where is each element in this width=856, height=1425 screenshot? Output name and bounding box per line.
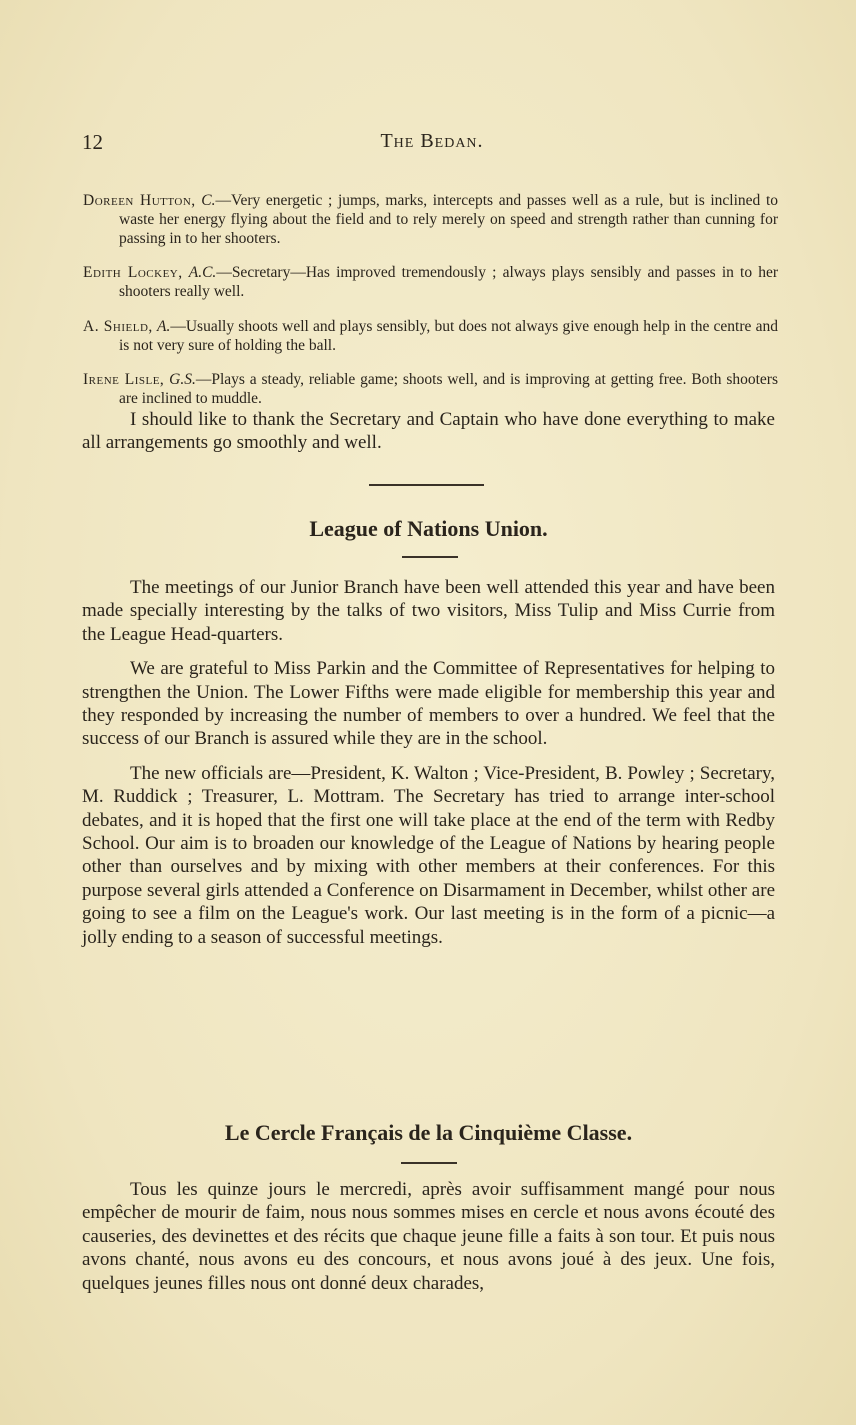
player-position: A. [157,317,171,335]
player-report: —Secretary—Has improved tremendously ; always plays sensibly and passes in to her shooters really well. [119,264,778,300]
section-divider [369,484,484,486]
cercle-paragraph: Tous les quinze jours le mercredi, après avoir suffisamment mangé pour nous empêcher de mourir de faim, nous nous sommes mises en cercle et nous avons écouté des causeries, des devinettes et des récits que chaque jeune fille a faits à son tour. Et puis nous avons chanté, nous avons eu des concours, et nous avons joué à des jeux. Une fois, quelques jeunes filles nous ont donné deux charades, [82,1179,775,1294]
cercle-heading: Le Cercle Français de la Cinquième Classe. [224,1120,633,1145]
team-entry [83,370,778,408]
player-report: —Very energetic ; jumps, marks, intercepts and passes well as a rule, but is inclined to waste her energy flying about the field and to rely merely on speed and strength rather than cunning for passing in to her shooters. [119,191,778,247]
heading-underline [402,556,458,558]
team-entry [83,191,778,248]
team-entry [83,317,778,355]
team-entry [83,263,778,301]
player-report: —Plays a steady, reliable game; shoots well, and is improving at getting free. Both shooters are inclined to muddle. [119,371,778,407]
thanks-paragraph: I should like to thank the Secretary and Captain who have done everything to make all arrangements go smoothly and well. [82,409,775,454]
player-position: C. [201,191,216,209]
league-paragraph: The new officials are—President, K. Walton ; Vice-President, B. Powley ; Secretary, M. Ruddick ; Treasurer, L. Mottram. The Secretary has tried to arrange inter-school debates, and it is hoped that the first one will take place at the end of the term with Redby School. Our aim is to broaden our knowledge of the League of Nations by hearing people other than ourselves and by mixing with other members at their conferences. For this purpose several girls attended a Conference on Disarmament in December, whilst other are going to see a film on the League's work. Our last meeting is in the form of a picnic—a jolly ending to a season of successful meetings. [82,762,775,948]
player-position: G.S. [169,371,196,388]
page-number: 12 [82,130,103,154]
page-header [82,130,782,160]
cercle-section [82,1178,775,1295]
player-name: Irene Lisle, [83,371,165,388]
player-name: A. Shield, [83,317,153,335]
player-position: A.C. [188,264,217,281]
player-report: —Usually shoots well and plays sensibly, but does not always give enough help in the centre and is not very sure of holding the ball. [119,317,779,354]
league-paragraph: The meetings of our Junior Branch have been well attended this year and have been made specially interesting by the talks of two visitors, Miss Tulip and Miss Currie from the League Head-quarters. [82,577,775,645]
league-heading: League of Nations Union. [309,516,548,541]
league-paragraph: We are grateful to Miss Parkin and the Committee of Representatives for helping to strengthen the Union. The Lower Fifths were made eligible for membership this year and they responded by increasing the number of members to over a hundred. We feel that the success of our Branch is assured while they are in the school. [82,658,775,750]
player-name: Edith Lockey, [83,264,183,281]
league-section [82,576,775,960]
player-name: Doreen Hutton, [83,191,196,209]
thanks-section [82,408,775,455]
heading-underline [401,1162,457,1164]
team-entries [83,175,778,417]
running-title: The Bedan. [380,130,484,152]
